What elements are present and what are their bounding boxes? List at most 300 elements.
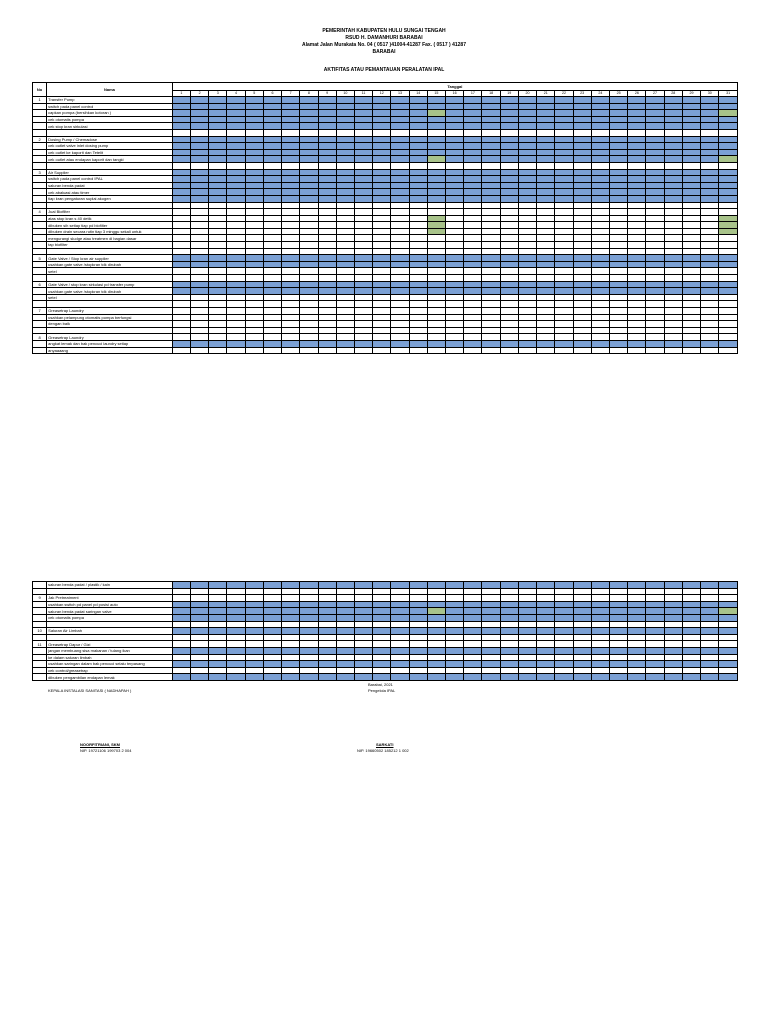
day-cell: [719, 228, 738, 235]
col-nama-header: Nama: [47, 83, 173, 97]
day-cell: [190, 182, 208, 189]
day-cell: [518, 103, 536, 110]
activity-label: Dosing Pump / Chemadose: [47, 136, 173, 143]
day-cell: [172, 136, 190, 143]
day-cell: [354, 103, 372, 110]
day-cell: [300, 228, 318, 235]
day-cell: [391, 582, 409, 589]
day-cell: [482, 222, 500, 229]
day-cell: [482, 169, 500, 176]
row-number: [33, 149, 47, 156]
row-number: [33, 195, 47, 202]
day-cell: [518, 281, 536, 288]
day-cell: [664, 255, 682, 262]
day-cell: [427, 149, 445, 156]
day-cell: [245, 143, 263, 150]
day-cell: [664, 261, 682, 268]
day-cell: [373, 621, 391, 628]
day-cell: [300, 654, 318, 661]
day-cell: [682, 294, 700, 301]
day-cell: [336, 248, 354, 255]
day-cell: [719, 667, 738, 674]
day-cell: [354, 601, 372, 608]
day-cell: [172, 195, 190, 202]
day-cell: [573, 582, 591, 589]
day-cell: [573, 614, 591, 621]
day-cell: [482, 294, 500, 301]
day-cell: [190, 288, 208, 295]
day-cell: [719, 97, 738, 104]
col-no-header: No: [33, 83, 47, 97]
day-cell: [391, 176, 409, 183]
day-cell: [190, 647, 208, 654]
day-cell: [409, 176, 427, 183]
day-cell: [354, 189, 372, 196]
day-cell: [591, 621, 609, 628]
day-cell: [409, 614, 427, 621]
activity-label: capkan pompa (bersihkan kotoran ): [47, 110, 173, 117]
day-cell: [464, 195, 482, 202]
day-cell: [446, 189, 464, 196]
day-cell: [391, 156, 409, 163]
day-cell: [300, 162, 318, 169]
day-cell: [391, 235, 409, 242]
day-cell: [245, 340, 263, 347]
day-cell: [591, 674, 609, 681]
day-cell: [646, 654, 664, 661]
day-cell: [701, 661, 719, 668]
day-cell: [245, 595, 263, 602]
day-cell: [446, 654, 464, 661]
day-cell: [318, 641, 336, 648]
day-cell: [591, 242, 609, 249]
day-cell: [591, 97, 609, 104]
day-cell: [373, 182, 391, 189]
day-cell: [610, 255, 628, 262]
day-cell: [682, 647, 700, 654]
day-cell: [610, 601, 628, 608]
day-cell: [446, 136, 464, 143]
day-cell: [518, 275, 536, 282]
day-cell: [537, 235, 555, 242]
day-cell: [610, 628, 628, 635]
day-cell: [610, 288, 628, 295]
day-cell: [245, 667, 263, 674]
day-cell: [427, 674, 445, 681]
day-cell: [209, 110, 227, 117]
day-cell: [610, 654, 628, 661]
day-cell: [719, 156, 738, 163]
day-cell: [610, 621, 628, 628]
day-cell: [245, 641, 263, 648]
day-cell: [263, 242, 281, 249]
day-cell: [518, 321, 536, 328]
day-cell: [701, 301, 719, 308]
day-cell: [464, 103, 482, 110]
day-cell: [427, 301, 445, 308]
day-cell: [391, 149, 409, 156]
day-cell: [354, 647, 372, 654]
activity-label: dibuken drain secara rutin tiap 3 minggu sekali untuk: [47, 228, 173, 235]
day-cell: [409, 156, 427, 163]
day-cell: [354, 667, 372, 674]
day-cell: [263, 149, 281, 156]
day-cell: [427, 268, 445, 275]
day-cell: [682, 162, 700, 169]
day-cell: [518, 654, 536, 661]
day-cell: [446, 327, 464, 334]
day-cell: [482, 209, 500, 216]
day-cell: [263, 228, 281, 235]
day-cell: [610, 641, 628, 648]
day-cell: [628, 261, 646, 268]
day-cell: [318, 301, 336, 308]
day-cell: [263, 301, 281, 308]
day-cell: [610, 189, 628, 196]
day-cell: [555, 129, 573, 136]
day-cell: [628, 235, 646, 242]
day-cell: [500, 136, 518, 143]
day-cell: [591, 294, 609, 301]
day-cell: [664, 595, 682, 602]
day-cell: [373, 268, 391, 275]
day-cell: [464, 202, 482, 209]
day-cell: [282, 308, 300, 315]
table-row: [33, 103, 738, 110]
row-number: 1: [33, 97, 47, 104]
day-cell: [573, 621, 591, 628]
day-cell: [282, 242, 300, 249]
day-cell: [518, 162, 536, 169]
day-cell: [610, 595, 628, 602]
day-cell: [591, 189, 609, 196]
activity-label: usahkan pelampung otomatis pompa berfungsi: [47, 314, 173, 321]
day-cell: [719, 327, 738, 334]
day-header: 22: [555, 91, 573, 97]
day-cell: [500, 222, 518, 229]
day-cell: [482, 608, 500, 615]
day-cell: [537, 347, 555, 354]
day-cell: [701, 215, 719, 222]
day-cell: [409, 182, 427, 189]
day-cell: [318, 136, 336, 143]
day-cell: [664, 123, 682, 130]
day-cell: [464, 235, 482, 242]
day-cell: [373, 634, 391, 641]
day-cell: [701, 667, 719, 674]
day-cell: [318, 176, 336, 183]
day-cell: [427, 314, 445, 321]
day-cell: [227, 162, 245, 169]
day-cell: [518, 116, 536, 123]
day-cell: [263, 275, 281, 282]
day-cell: [518, 294, 536, 301]
table-row: [33, 608, 738, 615]
day-cell: [209, 614, 227, 621]
day-cell: [446, 182, 464, 189]
day-cell: [719, 628, 738, 635]
day-cell: [245, 195, 263, 202]
day-cell: [263, 123, 281, 130]
day-cell: [427, 614, 445, 621]
day-cell: [646, 294, 664, 301]
day-cell: [646, 149, 664, 156]
day-cell: [172, 255, 190, 262]
day-cell: [300, 340, 318, 347]
day-cell: [354, 215, 372, 222]
day-cell: [318, 261, 336, 268]
day-cell: [172, 321, 190, 328]
day-cell: [573, 228, 591, 235]
day-cell: [464, 288, 482, 295]
day-cell: [354, 268, 372, 275]
day-cell: [354, 248, 372, 255]
day-cell: [318, 149, 336, 156]
day-cell: [391, 654, 409, 661]
day-cell: [500, 143, 518, 150]
day-cell: [573, 248, 591, 255]
day-cell: [664, 647, 682, 654]
day-cell: [682, 621, 700, 628]
day-cell: [373, 222, 391, 229]
day-cell: [701, 281, 719, 288]
day-cell: [391, 209, 409, 216]
row-number: 6: [33, 281, 47, 288]
day-cell: [300, 169, 318, 176]
day-cell: [427, 228, 445, 235]
day-cell: [719, 621, 738, 628]
day-cell: [628, 347, 646, 354]
day-cell: [336, 182, 354, 189]
day-cell: [318, 182, 336, 189]
day-cell: [518, 621, 536, 628]
day-cell: [373, 103, 391, 110]
day-cell: [446, 621, 464, 628]
day-cell: [591, 314, 609, 321]
day-cell: [354, 634, 372, 641]
day-cell: [190, 294, 208, 301]
day-cell: [573, 628, 591, 635]
day-cell: [518, 608, 536, 615]
day-cell: [409, 588, 427, 595]
day-cell: [227, 654, 245, 661]
day-cell: [409, 301, 427, 308]
day-cell: [646, 136, 664, 143]
day-cell: [209, 281, 227, 288]
day-cell: [518, 129, 536, 136]
day-cell: [318, 321, 336, 328]
day-cell: [518, 222, 536, 229]
day-header: 31: [719, 91, 738, 97]
day-cell: [190, 129, 208, 136]
day-cell: [227, 588, 245, 595]
day-cell: [518, 248, 536, 255]
day-cell: [300, 314, 318, 321]
activity-label: setel: [47, 294, 173, 301]
day-cell: [646, 209, 664, 216]
day-cell: [318, 222, 336, 229]
day-cell: [336, 123, 354, 130]
day-cell: [500, 110, 518, 117]
day-cell: [464, 647, 482, 654]
day-cell: [300, 601, 318, 608]
day-cell: [282, 156, 300, 163]
day-cell: [354, 674, 372, 681]
day-cell: [263, 294, 281, 301]
day-cell: [610, 215, 628, 222]
day-cell: [573, 235, 591, 242]
day-cell: [245, 621, 263, 628]
day-cell: [373, 176, 391, 183]
day-cell: [190, 195, 208, 202]
day-cell: [300, 268, 318, 275]
day-cell: [555, 143, 573, 150]
day-cell: [537, 116, 555, 123]
row-number: [33, 614, 47, 621]
day-cell: [591, 103, 609, 110]
day-cell: [282, 314, 300, 321]
day-cell: [263, 308, 281, 315]
day-cell: [300, 189, 318, 196]
day-cell: [482, 588, 500, 595]
day-cell: [263, 314, 281, 321]
day-cell: [391, 275, 409, 282]
activity-label: atas stop kran s 40 detik: [47, 215, 173, 222]
table-row: [33, 182, 738, 189]
day-cell: [209, 215, 227, 222]
day-cell: [482, 321, 500, 328]
day-cell: [482, 661, 500, 668]
day-cell: [409, 228, 427, 235]
row-number: [33, 288, 47, 295]
activity-label: usahkan saringan dalam bak pencuci selalu terpasang: [47, 661, 173, 668]
day-cell: [190, 110, 208, 117]
day-cell: [500, 162, 518, 169]
day-cell: [610, 268, 628, 275]
activity-label: [47, 275, 173, 282]
day-cell: [682, 661, 700, 668]
day-cell: [373, 228, 391, 235]
day-cell: [646, 628, 664, 635]
day-cell: [227, 143, 245, 150]
day-cell: [464, 327, 482, 334]
day-cell: [719, 588, 738, 595]
row-number: [33, 176, 47, 183]
activity-label: ke dalam saluran limbah: [47, 654, 173, 661]
day-cell: [555, 176, 573, 183]
day-cell: [500, 235, 518, 242]
day-cell: [336, 255, 354, 262]
activity-label: mengurangi sludge atau treatmen di bagian dasar: [47, 235, 173, 242]
table-row: [33, 209, 738, 216]
day-cell: [245, 156, 263, 163]
day-cell: [646, 327, 664, 334]
activity-label: Jak Pretreatment: [47, 595, 173, 602]
day-cell: [172, 235, 190, 242]
day-cell: [701, 149, 719, 156]
day-cell: [318, 288, 336, 295]
day-cell: [227, 327, 245, 334]
day-cell: [263, 182, 281, 189]
day-cell: [482, 143, 500, 150]
day-cell: [263, 288, 281, 295]
day-cell: [263, 674, 281, 681]
day-cell: [391, 674, 409, 681]
day-cell: [336, 156, 354, 163]
day-cell: [354, 129, 372, 136]
day-cell: [282, 674, 300, 681]
day-cell: [537, 334, 555, 341]
day-cell: [500, 654, 518, 661]
day-cell: [500, 621, 518, 628]
day-cell: [336, 97, 354, 104]
day-cell: [628, 176, 646, 183]
day-cell: [500, 215, 518, 222]
day-cell: [446, 288, 464, 295]
day-cell: [263, 110, 281, 117]
day-cell: [682, 347, 700, 354]
day-cell: [373, 162, 391, 169]
day-cell: [391, 215, 409, 222]
day-cell: [190, 595, 208, 602]
day-cell: [336, 634, 354, 641]
day-cell: [300, 215, 318, 222]
day-cell: [391, 182, 409, 189]
day-cell: [227, 281, 245, 288]
day-cell: [373, 340, 391, 347]
table-row: [33, 654, 738, 661]
day-cell: [190, 601, 208, 608]
day-cell: [446, 195, 464, 202]
day-cell: [245, 97, 263, 104]
day-cell: [263, 634, 281, 641]
day-cell: [518, 674, 536, 681]
day-cell: [263, 209, 281, 216]
day-cell: [336, 321, 354, 328]
day-cell: [263, 136, 281, 143]
day-cell: [373, 248, 391, 255]
day-cell: [701, 209, 719, 216]
day-cell: [209, 97, 227, 104]
day-cell: [646, 255, 664, 262]
day-cell: [555, 308, 573, 315]
day-cell: [190, 261, 208, 268]
day-cell: [282, 340, 300, 347]
day-cell: [682, 143, 700, 150]
day-cell: [664, 176, 682, 183]
day-cell: [628, 634, 646, 641]
day-cell: [573, 110, 591, 117]
day-cell: [354, 169, 372, 176]
day-cell: [300, 321, 318, 328]
row-number: 2: [33, 136, 47, 143]
day-cell: [719, 608, 738, 615]
day-cell: [591, 347, 609, 354]
day-cell: [628, 116, 646, 123]
day-cell: [227, 667, 245, 674]
day-cell: [172, 209, 190, 216]
day-cell: [573, 667, 591, 674]
day-cell: [518, 136, 536, 143]
day-cell: [318, 601, 336, 608]
day-cell: [664, 149, 682, 156]
day-cell: [555, 641, 573, 648]
monitoring-table-bottom: [32, 581, 738, 681]
day-cell: [664, 621, 682, 628]
day-cell: [409, 327, 427, 334]
day-cell: [446, 169, 464, 176]
day-cell: [518, 195, 536, 202]
